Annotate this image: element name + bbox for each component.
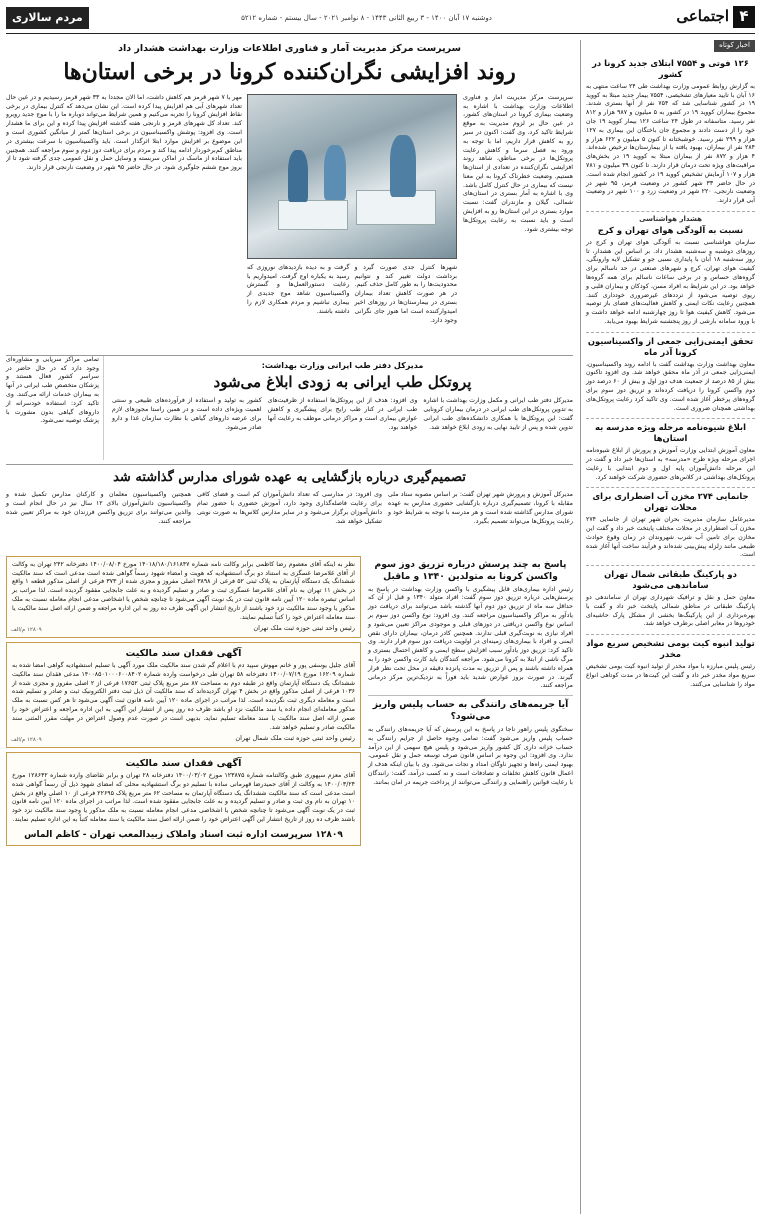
short-news-item [586, 333, 755, 420]
short-news-body: معاون بهداشت وزارت بهداشت گفت با ادامه روند واکسیناسیون، ایمنی‌زایی جمعی در آذر ماه محقق خواهد شد. وی افزود تاکنون بیش از ۸۵ درصد از جمعیت هدف دوز اول و بیش از ۶۰ درصد دوز دوم واکسن کرونا را دریافت کرده‌اند و تزریق دوز سوم برای گروه‌های پرخطر آغاز شده است. وی تاکید کرد رعایت پروتکل‌های بهداشتی همچنان ضروری است. [586, 360, 755, 412]
news-body: سخنگوی پلیس راهور ناجا در پاسخ به این پرسش که آیا جریمه‌های رانندگی به حساب پلیس واریز می‌شود گفت: تمامی وجوه حاصل از جرایم رانندگی به حساب خزانه داری کل کشور واریز می‌شود و پلیس هیچ سهمی از این درآمد ندارد. وی افزود: این وجوه بر اساس قانون صرف توسعه حمل و نقل عمومی، بهبود ایمنی راه‌ها و تجهیز ناوگان امداد و نجات می‌شود. وی با بیان اینکه هدف از اعمال قانون کاهش تخلفات و تصادفات است و نه کسب درآمد، گفت: رانندگان با رعایت قوانین راهنمایی و رانندگی می‌توانند از پرداخت جریمه در امان بمانند. [368, 726, 573, 786]
lead-article [6, 94, 573, 349]
short-news-body: معاون آموزش ابتدایی وزارت آموزش و پرورش از ابلاغ شیوه‌نامه اجرای مرحله ویژه طرح «مدرسه» به استان‌ها خبر داد و گفت در این مرحله دانش‌آموزان پایه اول و دوم ابتدایی با رعایت پروتکل‌های بهداشتی در کلاس‌های حضوری شرکت خواهند کرد. [586, 447, 755, 481]
section-badge [676, 6, 755, 28]
notice-body: آقای معزم سپهوری طبق وکالتنامه شماره ۱۲۳۸۷۵ مورخ ۱۴۰۰/۰۳/۰۲ دفترخانه ۲۸ تهران و برابر تقاضای وارده شماره ۱۲۸۶۴۲ مورخ ۱۴۰۰/۰۳/۲۴ به وکالت از آقای حمیدرضا قهرمانی ساده با تسلیم دو برگ استشهادیه محلی که امضای شهود ذیل آن رسماً گواهی شده است مدعی است که سند مالکیت ششدانگ یک دستگاه آپارتمان به مساحت ۶۲ متر مربع پلاک ۲۲۶۹۵ فرعی از ۱۰ اصلی واقع در بخش ۱۰ تهران به نام وی ثبت و صادر و تسلیم گردیده و به علت جابجایی مفقود شده است. لذا مراتب در اجرای ماده ۱۲۰ آیین نامه قانون ثبت در یک نوبت آگهی می‌شود تا چنانچه شخص یا اشخاصی مدعی انجام معامله نسبت به ملک مذکور یا وجود سند مالکیت نزد خود باشند ظرف ده روز از تاریخ انتشار این آگهی اعتراض خود را ضمن ارائه اصل سند مالکیت یا سند معامله کتباً به این اداره تسلیم نمایند. [12, 772, 355, 824]
dateline: دوشنبه ۱۷ آبان ۱۴۰۰ - ۳ ربیع الثانی ۱۴۴۳ - ۸ نوامبر ۲۰۲۱ - سال بیستم - شماره ۵۲۱۲ [241, 14, 492, 22]
short-news-column [580, 40, 755, 1214]
news-block [368, 559, 573, 696]
article2-main [112, 360, 573, 433]
masthead [6, 4, 755, 34]
news-headline: آیا جریمه‌های رانندگی به حساب پلیس واریز می‌شود؟ [372, 699, 569, 723]
lead-kicker: سرپرست مرکز مدیریت آمار و فناوری اطلاعات وزارت بهداشت هشدار داد [118, 43, 461, 54]
short-news-title: دو پارکینگ طبقاتی شمال تهران ساماندهی می‌شود [604, 569, 737, 591]
short-news-item [586, 488, 755, 566]
article2-headline: پروتکل طب ایرانی به زودی ابلاغ می‌شود [213, 373, 472, 392]
legal-notice [6, 642, 361, 748]
notice-signer: رئیس واحد ثبتی حوزه ثبت ملک تهران [253, 624, 355, 633]
lead-under-photo [247, 264, 457, 349]
school-reopening-article [6, 464, 573, 552]
legal-notices [6, 556, 361, 1211]
short-news-body: به گزارش روابط عمومی وزارت بهداشت طی ۲۴ ساعت منتهی به ۱۶ آبان با تایید معیارهای تشخیصی، ۷۵۵۴ بیمار جدید مبتلا به کووید ۱۹ در کشور شناسایی شد که ۷۵۴ نفر از آنها بستری شدند. مجموع بیماران کووید ۱۹ در کشور به ۵ میلیون و ۹۸۷ هزار و ۸۱۲ نفر رسید. متاسفانه در طول ۲۴ ساعت ۱۲۶ بیمار کووید ۱۹ جان خود را از دست دادند و مجموع جان باختگان این بیماری به ۱۲۷ هزار و ۲۹۹ نفر رسید. خوشبختانه تا کنون ۵ میلیون و ۶۲۲ هزار و ۲۸۴ نفر از بیماران، بهبود یافته یا از بیمارستان‌ها ترخیص شده‌اند. ۴ هزار و ۸۷۲ نفر از بیماران مبتلا به کووید ۱۹ در بخش‌های مراقبت‌های ویژه تحت درمان قرار دارند. تا کنون ۳۹ میلیون و ۷۸۱ هزار و ۱۰۷ آزمایش تشخیص کووید ۱۹ در کشور انجام شده است. در حال حاضر ۳۳ شهر کشور در وضعیت قرمز، ۹۵ شهر در وضعیت نارنجی، ۲۲۰ شهر در وضعیت زرد و ۱۰۰ شهر در وضعیت آبی قرار دارند. [586, 82, 756, 205]
short-news-body: سازمان هواشناسی نسبت به آلودگی هوای تهران و کرج در روزهای دوشنبه و سه‌شنبه هشدار داد. بر اساس این هشدار، تا روز سه‌شنبه ۱۸ آبان با پایداری نسبی جو و تشکیل لایه وارونگی، کیفیت هوای تهران، کرج و شهرهای صنعتی در حد ناسالم برای گروه‌های حساس و در برخی ساعات ناسالم برای همه گروه‌ها خواهد بود. در این شرایط به افراد مسن، کودکان و بیماران قلبی و ریوی توصیه می‌شود از ترددهای غیرضروری خودداری کنند. همچنین رعایت نکات ایمنی و کاهش فعالیت‌های فضای باز توصیه می‌شود. کاهش کیفیت هوا تا روز چهارشنبه ادامه خواهد داشت و با ورود سامانه بارشی از روز پنجشنبه شرایط بهبود می‌یابد. [586, 238, 755, 325]
article2-body-3: کشور به تولید و استفاده از فرآورده‌های طبیعی و سنتی اهمیت ویژه‌ای داده است و در همین راستا مجوزهای لازم برای عرضه داروهای گیاهی با نظارت سازمان غذا و دارو صادر می‌شود. [111, 397, 262, 431]
short-news-item [586, 55, 755, 212]
notice-footer: ۱۲۸۰۹ سرپرست اداره ثبت اسناد واملاک زبیدالمعب تهران - کاظم الماس [24, 829, 343, 840]
lead-body-under-1: شهرها کنترل جدی صورت گیرد و برداشت دولت تغییر کند و نتوانیم محدودیت‌ها را به طور کامل حذف کنیم. در هر صورت کاهش تعداد بیماران بستری در بیمارستان‌ها در روزهای اخیر امیدوارکننده است اما هنوز جای نگرانی وجود دارد. [354, 263, 457, 324]
lead-body-left: مهر با ۷ شهر قرمز هم کاهش داشت، اما الان مجددا به ۳۳ شهر قرمز رسیدیم و در عین حال تعداد شهرهای آبی هم افزایش پیدا کرده است. این نشان می‌دهد که کنترل بیماری در برخی نقاط افزایش کرونا را تجربه می‌کنیم و همین شرایط می‌تواند دوباره ما را با موج جدید روبرو کند. تعداد کل شهرهای قرمز و نارنجی هفته گذشته افزایش پیدا کرده و این برای ما هشدار است. وی افزود: پوشش واکسیناسیون در برخی استان‌ها کمتر از میانگین کشوری است و این موضوع بر افزایش موارد ابتلا اثرگذار است. باید واکسیناسیون با سرعت بیشتری در مناطق کم‌برخوردار ادامه پیدا کند و مردم برای دریافت دوز دوم و سوم مراجعه کنند. همچنین باید استفاده از ماسک در اماکن سربسته و وسایل حمل و نقل عمومی جدی گرفته شود تا از بروز موج ششم جلوگیری شود. در حال حاضر ۹۵ شهر در وضعیت نارنجی قرار دارند. [6, 93, 242, 172]
article2-body-2: وی افزود: هدف از این پروتکل‌ها استفاده از ظرفیت‌های طب ایرانی در کنار طب رایج برای پیشگیری و کاهش عوارض بیماری است و مراکز درمانی موظف به رعایت آنها خواهند بود. [267, 397, 418, 431]
notice-title: آگهی فقدان سند مالکیت [125, 757, 242, 769]
short-news-title: ۱۲۶ فوتی و ۷۵۵۴ ابتلای جدید کرونا در کشور [592, 57, 749, 79]
news-block [368, 699, 573, 791]
news-body: رئیس اداره بیماری‌های قابل پیشگیری با واکسن وزارت بهداشت در پاسخ به پرسش‌هایی درباره تزریق دوز سوم گفت: افراد متولد ۱۳۴۰ و قبل از آن که حداقل سه ماه از تزریق دوز دوم آنها گذشته باشد می‌توانند برای دریافت دوز یادآور به مراکز واکسیناسیون مراجعه کنند. وی افزود: نوع واکسن دوز سوم بر اساس نوع واکسن دریافتی در دوزهای قبلی و موجودی مراکز تعیین می‌شود و افراد نیازی به نوبت‌گیری قبلی ندارند. همچنین کادر درمان، بیماران دارای نقص ایمنی و افراد با بیماری‌های زمینه‌ای در اولویت دریافت دوز سوم قرار دارند. وی تاکید کرد: تزریق دوز یادآور سبب افزایش سطح ایمنی و کاهش احتمال بستری و مرگ ناشی از ابتلا به کرونا می‌شود. مراجعه کنندگان باید کارت واکسن خود را به همراه داشته باشند و پس از تزریق به مدت پانزده دقیقه در محل تحت نظر قرار گیرند. در صورت بروز عوارض شدید باید فوراً به نزدیک‌ترین مرکز درمانی مراجعه کنند. [368, 585, 573, 690]
main-column [6, 40, 573, 1214]
legal-notice [6, 556, 361, 638]
short-news-title: تولید انبوه کیت بومی تشخیص سریع مواد مخدر [586, 638, 755, 660]
article2-side-column [6, 356, 104, 460]
short-news-title: تحقق ایمنی‌زایی جمعی از واکسیناسیون کرونا آذر ماه [587, 335, 754, 357]
short-news-item [586, 635, 755, 694]
short-news-item [586, 419, 755, 488]
short-news-tag: اخبار کوتاه [714, 40, 755, 52]
lead-body-under-2: گرفت و به دیده بازدیدهای نوروزی که رسید به یکباره اوج گرفت. امیدواریم با رعایت دستورالعمل‌ها و گسترش واکسیناسیون شاهد موج جدیدی از بیماری نباشیم و مردم همکاری لازم را داشته باشند. [247, 263, 350, 315]
lower-section [6, 556, 573, 1211]
section-number: ۴ [733, 6, 755, 28]
short-news-body: رئیس پلیس مبارزه با مواد مخدر از تولید انبوه کیت بومی تشخیص سریع مواد مخدر خبر داد و گفت این کیت‌ها در مدت کوتاهی انواع مواد را شناسایی می‌کنند. [586, 663, 755, 688]
paper-name: مردم سالاری [6, 7, 89, 29]
section-name: اجتماعی [676, 7, 729, 26]
legal-notice [6, 752, 361, 846]
short-news-title: نسبت به آلودگی هوای تهران و کرج [597, 224, 744, 235]
notice-signer: رئیس واحد ثبتی حوزه ثبت ملک شمال تهران [235, 734, 355, 743]
article3-headline: تصمیم‌گیری درباره بازگشایی به عهده شورای مدارس گذاشته شد [113, 469, 466, 485]
iranian-medicine-article [6, 355, 573, 460]
article3-columns [6, 491, 573, 526]
article2-columns [112, 397, 573, 432]
short-news-title: ابلاغ شیوه‌نامه مرحله ویژه مدرسه به استان‌ها [595, 422, 746, 444]
short-news-item [586, 212, 755, 333]
lead-headline: روند افزایشی نگران‌کننده کرونا در برخی استان‌ها [63, 59, 516, 86]
short-news-body: معاون حمل و نقل و ترافیک شهرداری تهران از ساماندهی دو پارکینگ طبقاتی در مناطق شمالی پایتخت خبر داد و گفت با بهره‌برداری از این پارکینگ‌ها بخشی از مشکل پارک حاشیه‌ای خودروها در معابر اصلی برطرف خواهد شد. [586, 594, 755, 628]
article2-body-1: مدیرکل دفتر طب ایرانی و مکمل وزارت بهداشت با اشاره به تدوین پروتکل‌های طب ایرانی در درمان بیماران کرونایی گفت: این پروتکل‌ها با همکاری دانشکده‌های طب ایرانی تدوین شده و پس از تایید نهایی به زودی ابلاغ خواهد شد. [423, 397, 573, 431]
article2-kicker: مدیرکل دفتر طب ایرانی وزارت بهداشت: [261, 360, 424, 370]
notice-title: آگهی فقدان سند مالکیت [125, 647, 242, 659]
short-news-body: مدیرعامل سازمان مدیریت بحران شهر تهران از جانمایی ۲۷۴ مخزن آب اضطراری در محلات مختلف پایتخت خبر داد و گفت این مخازن برای تامین آب شرب شهروندان در زمان وقوع حوادث طبیعی مانند زلزله پیش‌بینی شده‌اند و فرآیند ساخت آنها آغاز شده است. [586, 516, 755, 559]
news-headline: پاسخ به چند پرسش درباره تزریق دوز سوم واکسن کرونا به متولدین ۱۳۴۰ و ماقبل [374, 558, 567, 582]
article3-body-1: مدیرکل آموزش و پرورش شهر تهران گفت: بر اساس مصوبه ستاد ملی مقابله با کرونا، تصمیم‌گیری درباره بازگشایی حضوری مدارس به عهده شورای مدارس گذاشته شده است و هر مدرسه با توجه به شرایط خود و رعایت پروتکل‌ها می‌تواند تصمیم بگیرد. [388, 491, 573, 525]
notice-body: نظر به اینکه آقای معصوم رضا کاظمی برابر وکالت نامه شماره ۱۴۰۱۸/۱۸۰/۱۶۱۸۴۷ مورخ ۱۴۰۰/۰۸/۰۴ دفترخانه ۲۴۲ تهران به وکالت از آقای غلامرضا عسگری به استناد دو برگ استشهادیه که هویت و امضاء شهود رسماً گواهی شده است مدعی است که سند مالکیت ششدانگ یک دستگاه آپارتمان به پلاک ثبتی ۵۲ فرعی از ۳۸۹۸ اصلی مفروز و مجزی شده از ۳۷۳ فرعی از اصلی مذکور قطعه ۱ واقع در بخش ۱۱ تهران به نام آقای غلامرضا عسگری ثبت و صادر و تسلیم گردیده و به علت جابجایی مفقود گردیده است. لذا مراتب بر اساس تبصره ماده ۱۲۰ آیین نامه قانون ثبت در یک نوبت آگهی می‌شود تا چنانچه شخص یا اشخاصی مدعی انجام معامله نسبت به ملک مذکور یا وجود سند مالکیت نزد خود باشند از تاریخ انتشار این آگهی ظرف ده روز به این اداره مراجعه و ضمن ارائه اصل سند مالکیت یا سند معامله اعتراض خود را کتباً تسلیم نمایند. [12, 560, 355, 621]
short-news-kicker: هشدار هواشناسی [639, 214, 702, 223]
notice-code: ۱۲۸۰۹ م/الف [11, 626, 42, 633]
notice-code: ۱۲۸۰۹ م/الف [11, 736, 42, 743]
notice-body: آقای جلیل یوسفی پور و خانم مهوش سپید دم با اعلام گم شدن سند مالکیت ملک مورد آگهی با تسلیم استشهادیه گواهی امضا شده به شماره ۱۶۲۰۹ مورخ ۱۴۰۰/۰۷/۱۹ دفترخانه ۵۸ تهران طی درخواست وارده شماره ۱۴۰۰۸۵۰۱۰۰۰۶۰۰۸۴۰۲ مدعی فقدان سند مالکیت ششدانگ یک دستگاه آپارتمان واقع در طبقه دوم به مساحت ۸۷ متر مربع پلاک ثبتی ۱۷۶۵۲ فرعی از ۲ اصلی مفروز و مجزی شده از ۱۰۳۶ فرعی از اصلی مذکور واقع در بخش ۴ تهران گردیده‌اند که سند مالکیت آن ذیل ثبت دفتر الکترونیک ثبت و صادر و تسلیم شده است و معامله دیگری ثبت نگردیده است. لذا مراتب در اجرای ماده ۱۲۰ آیین نامه قانون ثبت آگهی می‌شود تا هر کس نسبت به ملک مذکور معامله‌ای انجام داده یا سند مالکیت نزد او باشد ظرف ده روز پس از انتشار این آگهی به این اداره مراجعه و اعتراض خود را ضمن ارائه اصل سند مالکیت یا سند معامله تسلیم نماید. بدیهی است در صورت عدم وصول اعتراض در مهلت مقرر المثنی سند مالکیت صادر و تسلیم خواهد شد. [12, 662, 355, 731]
short-news-title: جانمایی ۲۷۴ مخزن آب اضطراری برای محلات تهران [592, 491, 749, 513]
hospital-ward-photo [247, 94, 457, 259]
lead-body-right: سرپرست مرکز مدیریت آمار و فناوری اطلاعات وزارت بهداشت با اشاره به وضعیت بیماری کرونا در استان‌های کشور، در عین حال بر لزوم مدیریت به موقع شرایط تاکید کرد. وی گفت: اکنون در سیر رو به کاهش قرار داریم، اما با توجه به ورود به فصل سرما و کاهش رعایت پروتکل‌ها در برخی مناطق، شاهد روند افزایشی نگران‌کننده در تعدادی از استان‌ها هستیم. وضعیت خطرناک کرونا به این معنا نیست که بیماری در حال کنترل کامل باشد. وی با اشاره به آمار بستری در استان‌های شمالی، گیلان و مازندران گفت: نسبت موارد بستری در این استان‌ها رو به افزایش است و باید نسبت به رعایت پروتکل‌ها توجه بیشتری شود. [463, 93, 573, 233]
lower-news-column [368, 556, 573, 1211]
article3-body-2: وی افزود: در مدارسی که تعداد دانش‌آموزان کم است و فضای کافی برای رعایت فاصله‌گذاری وجود دارد، آموزش حضوری با حضور تمام دانش‌آموزان برگزار می‌شود و در سایر مدارس کلاس‌ها به صورت نوبتی تشکیل خواهد شد. [197, 491, 382, 525]
short-news-item [586, 566, 755, 635]
article2-side-body: تمامی مراکز سرپایی و مشاوره‌ای وجود دارد که در حال حاضر در سراسر کشور فعال هستند و پزشکان متخصص طب ایرانی در آنها به بیماران خدمات ارائه می‌کنند. وی تاکید کرد: استفاده خودسرانه از داروهای گیاهی بدون مشورت با پزشک توصیه نمی‌شود. [6, 355, 99, 425]
article3-body-3: همچنین واکسیناسیون معلمان و کارکنان مدارس تکمیل شده و واکسیناسیون دانش‌آموزان بالای ۱۲ سال نیز در حال انجام است و والدین می‌توانند برای تزریق واکسن فرزندان خود به مراکز تعیین شده مراجعه کنند. [6, 491, 192, 525]
